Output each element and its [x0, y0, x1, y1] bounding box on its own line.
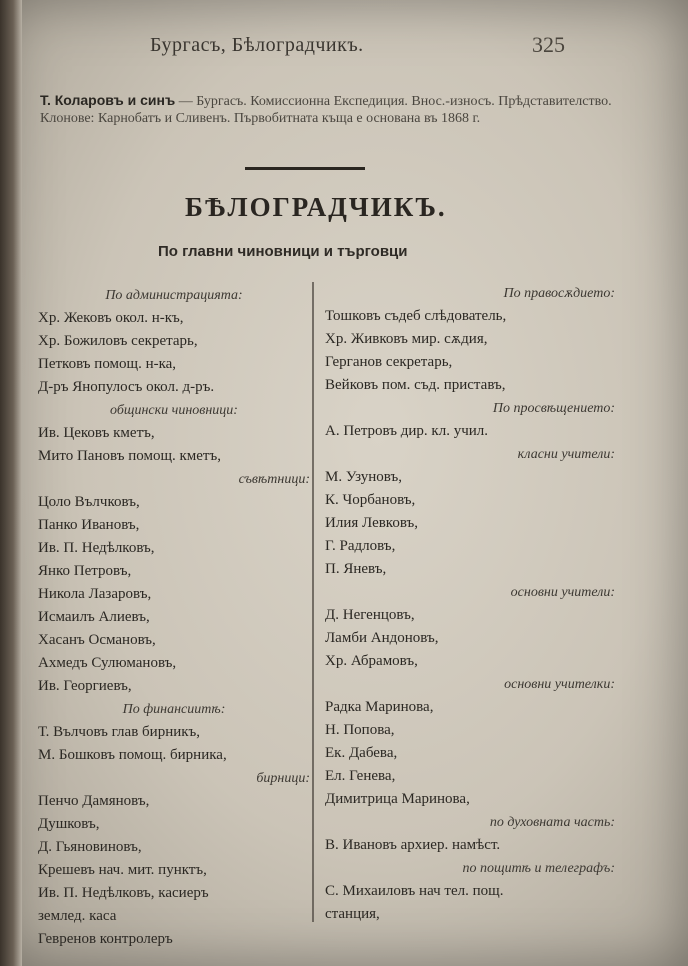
column-heading: по пощитѣ и телеграфъ: — [462, 861, 615, 876]
directory-entry: Вейковъ пом. съд. приставъ, — [325, 377, 506, 393]
column-heading: основни учители: — [510, 585, 615, 600]
directory-entry: Душковъ, — [38, 816, 100, 832]
directory-entry: В. Ивановъ архиер. намѣст. — [325, 837, 501, 853]
directory-entry: Радка Маринова, — [325, 699, 434, 715]
directory-entry: М. Узуновъ, — [325, 469, 402, 485]
column-heading: По администрацията: — [105, 288, 243, 303]
directory-entry: П. Яневъ, — [325, 561, 387, 577]
directory-entry: Димитрица Маринова, — [325, 791, 470, 807]
directory-entry: Ив. П. Недѣлковъ, — [38, 540, 155, 556]
directory-entry: Исмаилъ Алиевъ, — [38, 609, 150, 625]
page-number: 325 — [532, 32, 565, 57]
directory-entry: Ив. П. Недѣлковъ, касиеръ — [38, 885, 209, 901]
column-heading: По финансиитѣ: — [122, 702, 226, 717]
directory-entry: С. Михаиловъ нач тел. пощ. — [325, 883, 504, 899]
directory-entry: Ек. Дабева, — [325, 745, 398, 761]
directory-entry: Г. Радловъ, — [325, 538, 396, 554]
directory-entry: землед. каса — [38, 908, 117, 924]
directory-entry: Янко Петровъ, — [38, 563, 132, 579]
directory-entry: станция, — [325, 906, 380, 922]
column-heading: бирници: — [256, 771, 310, 786]
running-header: Бургасъ, Бѣлоградчикъ. — [150, 34, 364, 56]
directory-entry: Д-ръ Янопулосъ окол. д-ръ. — [38, 379, 215, 395]
directory-entry: Илия Левковъ, — [325, 515, 419, 531]
directory-entry: Панко Ивановъ, — [38, 517, 140, 533]
directory-entry: Хасанъ Османовъ, — [38, 632, 156, 648]
column-heading: класни учители: — [517, 447, 615, 462]
column-heading: По просвѣщението: — [492, 401, 615, 416]
directory-entry: Никола Лазаровъ, — [38, 586, 152, 602]
directory-entry: А. Петровъ дир. кл. учил. — [325, 423, 489, 439]
book-binding — [0, 0, 22, 966]
advertisement-firm-name: Т. Коларовъ и синъ — [40, 92, 176, 108]
directory-entry: Петковъ помощ. н-ка, — [38, 356, 177, 372]
directory-entry: Д. Негенцовъ, — [325, 607, 415, 623]
directory-entry: Цоло Вълчковъ, — [38, 494, 140, 510]
directory-entry: Ив. Цековъ кметъ, — [38, 425, 155, 441]
column-heading: По правосѫдието: — [503, 286, 615, 301]
left-column — [38, 284, 310, 951]
directory-entry: Д. Гьяновиновъ, — [38, 839, 142, 855]
directory-entry: Ахмедъ Сулюмановъ, — [38, 655, 177, 671]
directory-entry: К. Чорбановъ, — [325, 492, 416, 508]
directory-entry: Крешевъ нач. мит. пунктъ, — [38, 862, 207, 878]
directory-entry: Ел. Генева, — [325, 768, 396, 784]
right-column — [325, 282, 615, 926]
directory-entry: Мито Пановъ помощ. кметъ, — [38, 448, 221, 464]
directory-entry: Хр. Абрамовъ, — [325, 653, 418, 669]
directory-entry: Ламби Андоновъ, — [325, 630, 439, 646]
directory-entry: Герганов секретарь, — [325, 354, 453, 370]
section-subtitle: По главни чиновници и търговци — [158, 243, 408, 260]
section-separator-rule — [245, 167, 365, 170]
directory-entry: Пенчо Дамяновъ, — [38, 793, 150, 809]
directory-entry: Н. Попова, — [325, 722, 395, 738]
column-heading: основни учителки: — [504, 677, 615, 692]
directory-entry: Хр. Жековъ окол. н-къ, — [38, 310, 184, 326]
directory-entry: Хр. Божиловъ секретарь, — [38, 333, 198, 349]
directory-entry: Ив. Георгиевъ, — [38, 678, 132, 694]
directory-entry: М. Бошковъ помощ. бирника, — [38, 747, 227, 763]
column-heading: съвѣтници: — [238, 472, 310, 487]
directory-entry: Хр. Живковъ мир. сѫдия, — [325, 331, 488, 347]
column-divider — [312, 282, 314, 922]
directory-entry: Т. Вълчовъ глав бирникъ, — [38, 724, 201, 740]
directory-entry: Гевренов контролеръ — [38, 931, 173, 947]
column-heading: общински чиновници: — [110, 403, 238, 418]
section-title: БѢЛОГРАДЧИКЪ. — [185, 192, 447, 222]
directory-entry: Тошковъ съдеб слѣдователь, — [325, 308, 507, 324]
advertisement-text: — Бургасъ. Комиссионна Експедиция. Внос.-износъ. Прѣдставителство. Клонове: Карнобатъ и Сливенъ. Първобитната къща е основана въ 1868 г. — [40, 94, 612, 126]
advertisement-entry — [40, 92, 640, 127]
column-heading: по духовната часть: — [489, 815, 615, 830]
